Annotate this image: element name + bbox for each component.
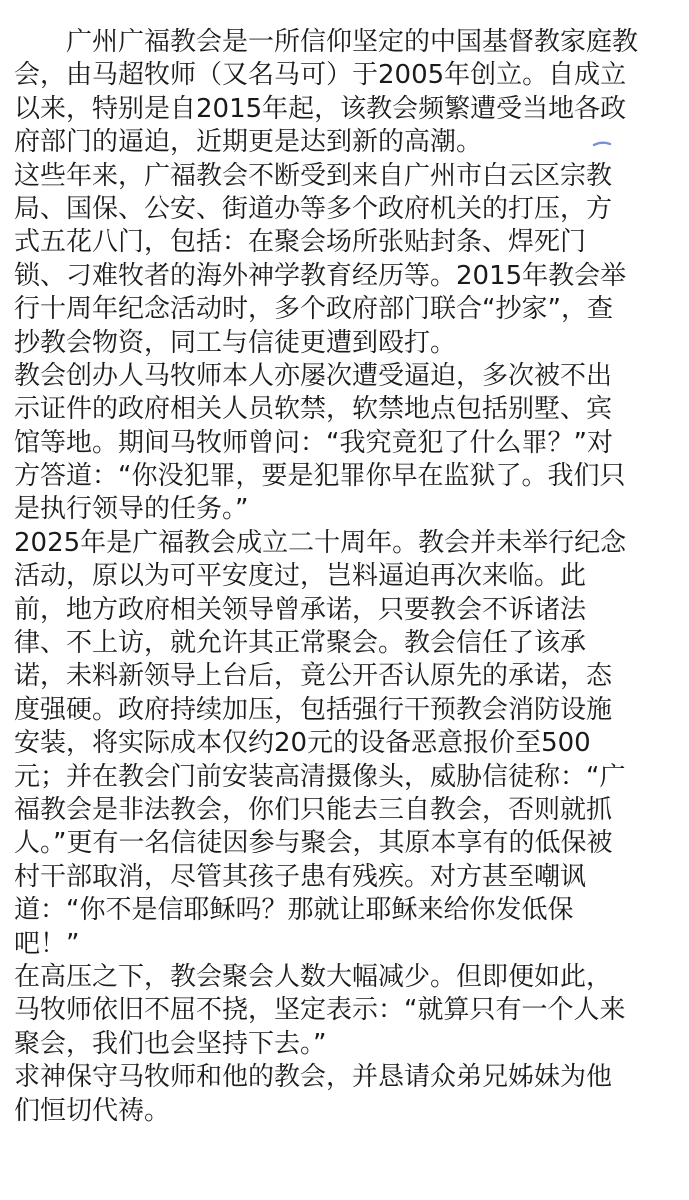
text-selection-marker-icon (592, 140, 612, 148)
text-line: 度强硬。政府持续加压，包括强行干预教会消防设施 (14, 694, 613, 725)
text-line: 广州广福教会是一所信仰坚定的中国基督教家庭教 (66, 27, 639, 57)
text-line: 安装，将实际成本仅约20元的设备恶意报价至500 (14, 728, 591, 759)
paragraph-2 (14, 160, 679, 360)
text-line: 人。”更有一名信徒因参与聚会，其原本享有的低保被 (14, 828, 613, 859)
text-line: 示证件的政府相关人员软禁，软禁地点包括别墅、宾 (14, 394, 613, 425)
text-line: 会，由马超牧师（又名马可）于2005年创立。自成立 (14, 60, 627, 91)
text-line: 府部门的逼迫，近期更是达到新的高潮。 (14, 127, 483, 158)
text-line: 村干部取消，尽管其孩子患有残疾。对方甚至嘲讽 (14, 861, 587, 892)
text-line: 前，地方政府相关领导曾承诺，只要教会不诉诸法 (14, 594, 587, 625)
text-line: 在高压之下，教会聚会人数大幅减少。但即便如此， (14, 961, 613, 992)
text-line: 锁、刁难牧者的海外神学教育经历等。2015年教会举 (14, 260, 627, 291)
text-line: 律、不上访，就允许其正常聚会。教会信任了该承 (14, 628, 587, 659)
paragraph-1 (14, 26, 679, 160)
paragraph-4 (14, 527, 679, 961)
document-body (14, 26, 679, 1128)
text-line: 吧！” (14, 928, 80, 959)
paragraph-3 (14, 360, 679, 527)
text-line: 诺，未料新领导上台后，竟公开否认原先的承诺，态 (14, 661, 613, 692)
text-line: 抄教会物资，同工与信徒更遭到殴打。 (14, 327, 457, 358)
paragraph-6 (14, 1061, 679, 1128)
text-line: 馆等地。期间马牧师曾问：“我究竟犯了什么罪？”对 (14, 427, 613, 458)
text-line: 方答道：“你没犯罪，要是犯罪你早在监狱了。我们只 (14, 461, 626, 492)
text-line: 聚会，我们也会坚持下去。” (14, 1028, 327, 1059)
text-line: 式五花八门，包括：在聚会场所张贴封条、焊死门 (14, 227, 587, 258)
text-line: 马牧师依旧不屈不挠，坚定表示：“就算只有一个人来 (14, 995, 626, 1026)
text-line: 道：“你不是信耶稣吗？那就让耶稣来给你发低保 (14, 895, 574, 926)
text-line: 们恒切代祷。 (14, 1095, 171, 1126)
paragraph-5 (14, 961, 679, 1061)
text-line: 行十周年纪念活动时，多个政府部门联合“抄家”，查 (14, 294, 613, 325)
text-line: 求神保守马牧师和他的教会，并恳请众弟兄姊妹为他 (14, 1062, 613, 1093)
text-line: 是执行领导的任务。” (14, 494, 249, 525)
text-line: 以来，特别是自2015年起，该教会频繁遭受当地各政 (14, 93, 627, 124)
text-line: 教会创办人马牧师本人亦屡次遭受逼迫，多次被不出 (14, 360, 613, 391)
text-line: 元；并在教会门前安装高清摄像头，威胁信徒称：“广 (14, 761, 626, 792)
text-line: 2025年是广福教会成立二十周年。教会并未举行纪念 (14, 527, 627, 558)
text-line: 福教会是非法教会，你们只能去三自教会，否则就抓 (14, 794, 613, 825)
text-line: 这些年来，广福教会不断受到来自广州市白云区宗教 (14, 160, 613, 191)
text-line: 活动，原以为可平安度过，岂料逼迫再次来临。此 (14, 561, 587, 592)
text-line: 局、国保、公安、街道办等多个政府机关的打压，方 (14, 193, 613, 224)
